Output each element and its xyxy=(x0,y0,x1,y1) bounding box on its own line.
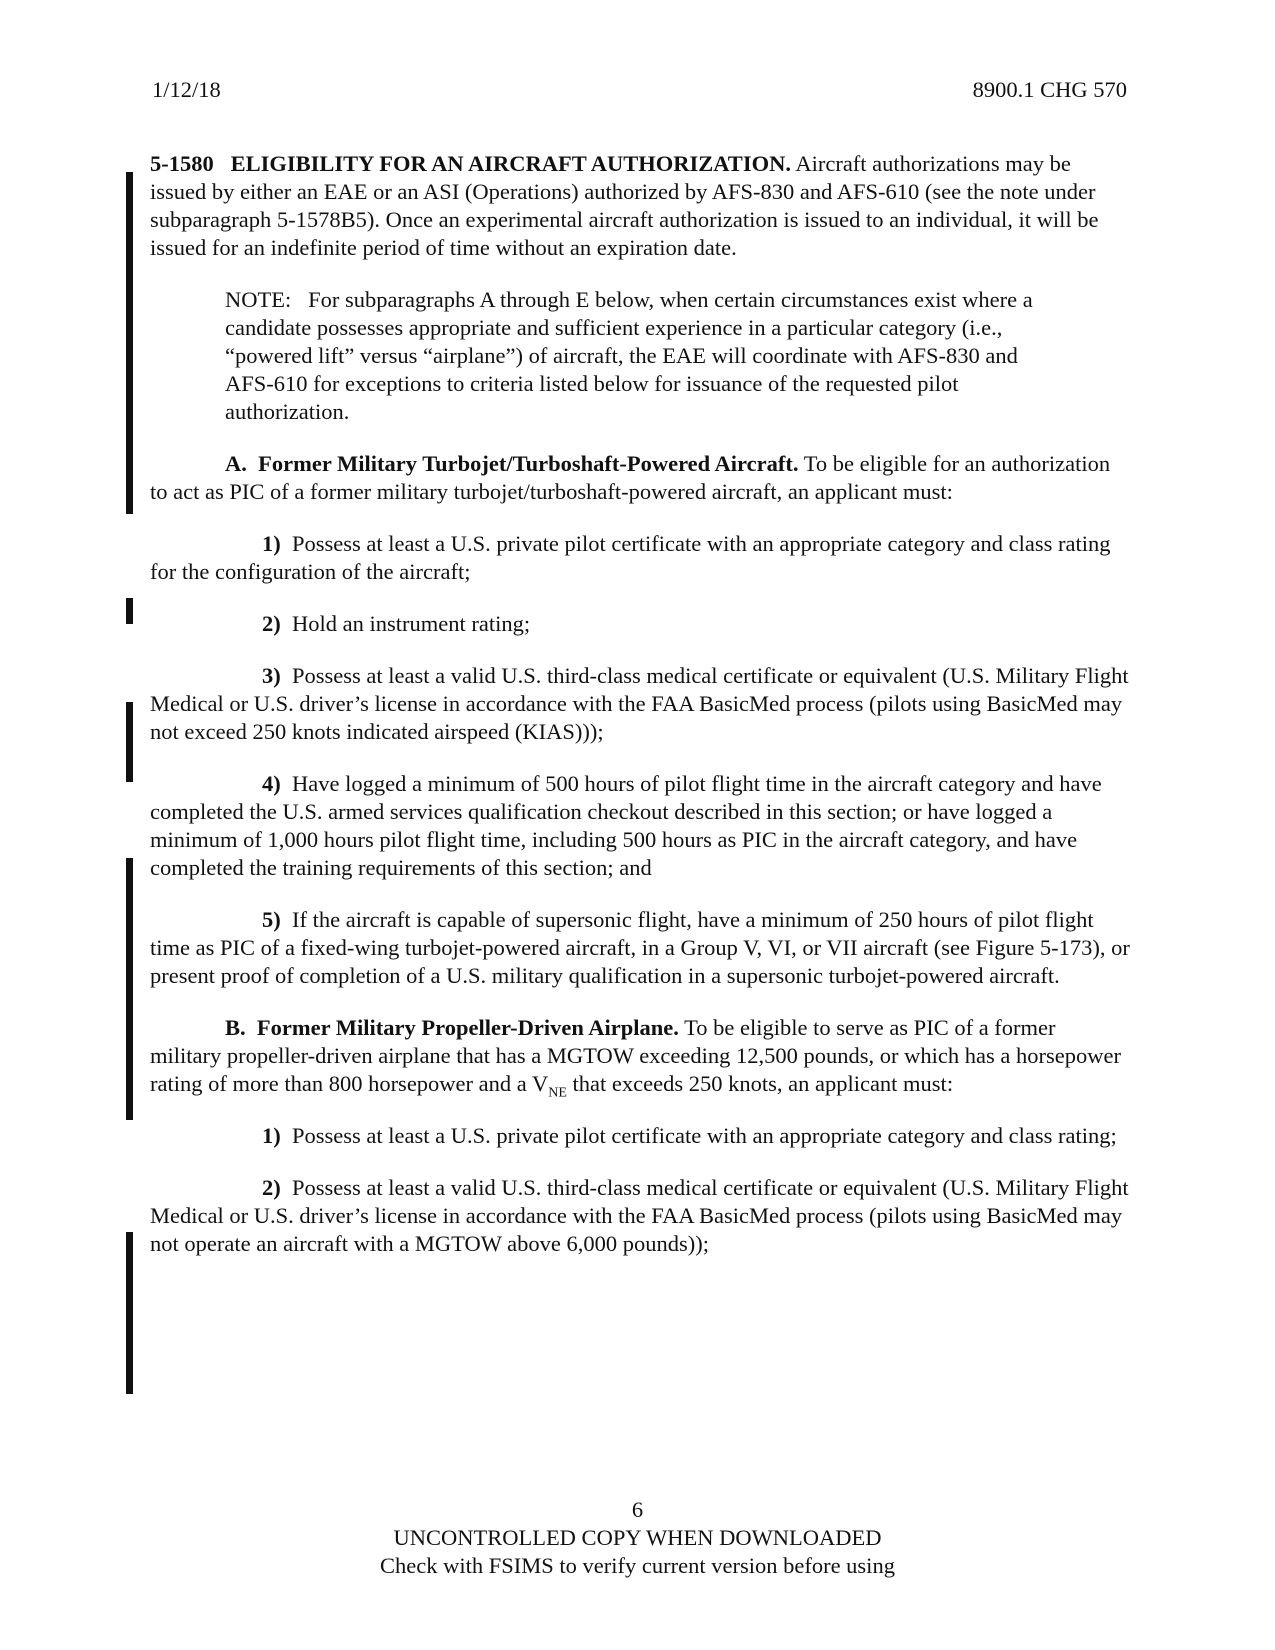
subparagraph-a xyxy=(150,450,1130,506)
list-item-text: Possess at least a valid U.S. third-class medical certificate or equivalent (U.S. Military Flight Medical or U.S. driver’s license in accordance with the FAA BasicMed process (pilots using BasicMed may not operate an aircraft with a MGTOW above 6,000 pounds)); xyxy=(150,1175,1129,1256)
list-item xyxy=(150,1122,1130,1150)
section-number: 5-1580 xyxy=(150,151,214,176)
section-title: ELIGIBILITY FOR AN AIRCRAFT AUTHORIZATION. xyxy=(230,151,791,176)
list-item-number: 2) xyxy=(262,1175,281,1200)
change-bar xyxy=(126,858,133,1120)
header-date: 1/12/18 xyxy=(152,77,221,102)
change-bar xyxy=(126,702,133,782)
list-item-number: 4) xyxy=(262,771,281,796)
subparagraph-b-text-end: that exceeds 250 knots, an applicant must: xyxy=(566,1071,954,1096)
change-bar xyxy=(126,172,133,514)
list-item-text: Possess at least a valid U.S. third-class medical certificate or equivalent (U.S. Military Flight Medical or U.S. driver’s license in accordance with the FAA BasicMed process (pilots using BasicMed may not exceed 250 knots indicated airspeed (KIAS))); xyxy=(150,663,1129,744)
list-item xyxy=(150,770,1130,882)
document-body xyxy=(150,150,1130,1258)
subparagraph-b-letter: B. xyxy=(225,1015,246,1040)
section-paragraph xyxy=(150,150,1130,262)
list-item-text: Possess at least a U.S. private pilot certificate with an appropriate category and class rating; xyxy=(292,1123,1117,1148)
list-item-number: 2) xyxy=(262,611,281,636)
subparagraph-a-title: Former Military Turbojet/Turboshaft-Powered Aircraft. xyxy=(258,451,799,476)
list-item-number: 1) xyxy=(262,531,281,556)
footer-uncontrolled-notice: UNCONTROLLED COPY WHEN DOWNLOADED xyxy=(393,1525,882,1550)
subparagraph-b-text: To be eligible to serve as PIC of a former military propeller-driven airplane that has a MGTOW exceeding 12,500 pounds, or which has a horsepower rating of more than 800 horsepower and a V xyxy=(150,1015,1121,1096)
section-text: Aircraft authorizations may be issued by either an EAE or an ASI (Operations) authorized by AFS-830 and AFS-610 (see the note under subparagraph 5-1578B5). Once an experimental aircraft authorization is issued to an individual, it will be issued for an indefinite period of time without an expiration date. xyxy=(150,151,1099,260)
header-document-id: 8900.1 CHG 570 xyxy=(972,77,1127,102)
note-text: For subparagraphs A through E below, when certain circumstances exist where a candidate possesses appropriate and sufficient experience in a particular category (i.e., “powered lift” versus “airplane”) of aircraft, the EAE will coordinate with AFS-830 and AFS-610 for exceptions to criteria listed below for issuance of the requested pilot authorization. xyxy=(225,287,1033,424)
list-item xyxy=(150,610,1130,638)
list-item-text: Hold an instrument rating; xyxy=(292,611,531,636)
subparagraph-b xyxy=(150,1014,1130,1101)
page-footer xyxy=(0,1496,1275,1580)
list-item-text: Have logged a minimum of 500 hours of pilot flight time in the aircraft category and have completed the U.S. armed services qualification checkout described in this section; or have logged a minimum of 1,000 hours pilot flight time, including 500 hours as PIC in the aircraft category, and have completed the training requirements of this section; and xyxy=(150,771,1102,880)
footer-verify-notice: Check with FSIMS to verify current version before using xyxy=(380,1553,895,1578)
vne-subscript: NE xyxy=(548,1085,567,1101)
page-number: 6 xyxy=(631,1497,644,1522)
list-item-number: 3) xyxy=(262,663,281,688)
list-item xyxy=(150,530,1130,586)
list-item-number: 1) xyxy=(262,1123,281,1148)
note-paragraph xyxy=(225,286,1060,426)
list-item-text: Possess at least a U.S. private pilot certificate with an appropriate category and class rating for the configuration of the aircraft; xyxy=(150,531,1111,584)
change-bar xyxy=(126,1232,133,1394)
subparagraph-b-title: Former Military Propeller-Driven Airplane. xyxy=(256,1015,679,1040)
list-item xyxy=(150,662,1130,746)
subparagraph-a-text: To be eligible for an authorization to act as PIC of a former military turbojet/turboshaft-powered aircraft, an applicant must: xyxy=(150,451,1111,504)
note-label: NOTE: xyxy=(225,287,292,312)
list-item-text: If the aircraft is capable of supersonic flight, have a minimum of 250 hours of pilot flight time as PIC of a fixed-wing turbojet-powered aircraft, in a Group V, VI, or VII aircraft (see Figure 5-173), or present proof of completion of a U.S. military qualification in a supersonic turbojet-powered aircraft. xyxy=(150,907,1130,988)
list-item-number: 5) xyxy=(262,907,281,932)
list-item xyxy=(150,906,1130,990)
subparagraph-a-letter: A. xyxy=(225,451,247,476)
list-item xyxy=(150,1174,1130,1258)
change-bar xyxy=(126,598,133,624)
